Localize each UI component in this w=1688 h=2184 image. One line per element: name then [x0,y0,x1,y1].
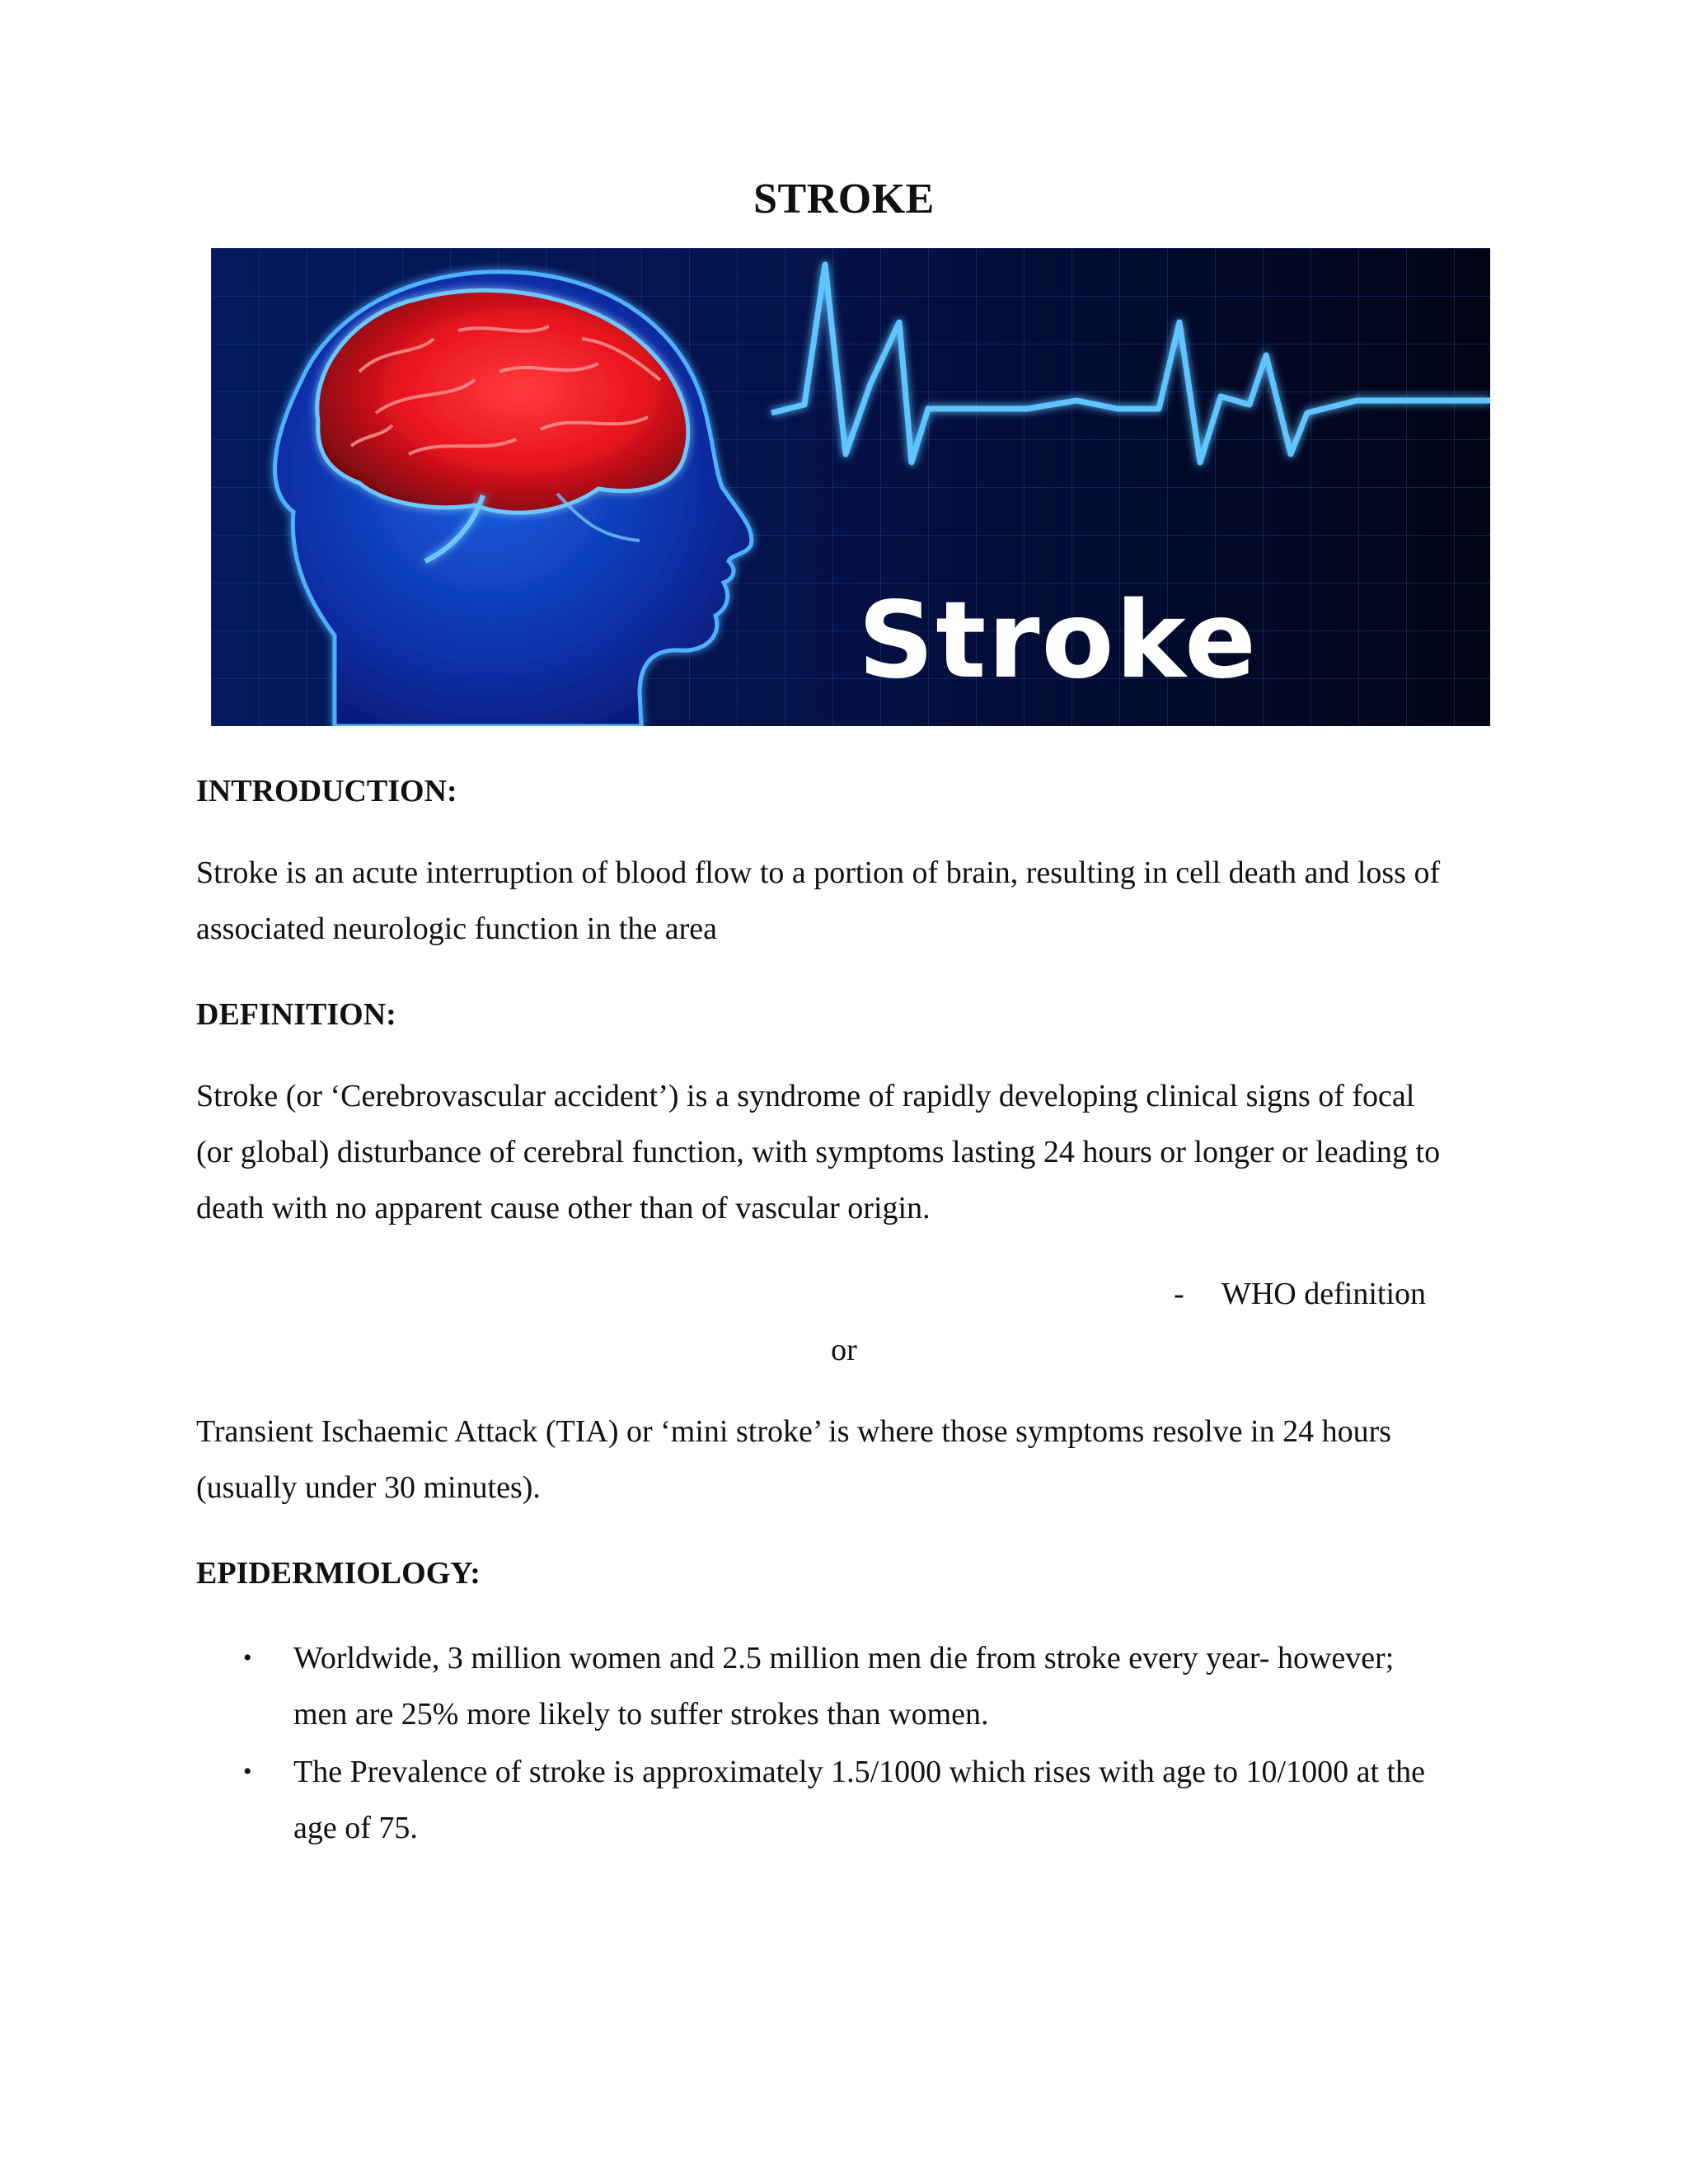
stroke-illustration [211,248,1490,726]
who-attribution [1174,1273,1426,1315]
introduction-paragraph [196,845,1498,957]
definition-heading: DEFINITION: [196,997,396,1032]
epidemiology-list [196,1630,1515,1858]
bullet-line: age of 75. [293,1811,418,1845]
definition-paragraph [196,1068,1498,1236]
list-item [196,1630,1515,1742]
bullet-icon: • [243,1758,252,1785]
attribution-text: WHO definition [1221,1277,1427,1311]
tia-paragraph [196,1404,1498,1516]
definition-line: (or global) disturbance of cerebral function, with symptoms lasting 24 hours or longer or leading to [196,1135,1441,1169]
introduction-line: Stroke is an acute interruption of blood flow to a portion of brain, resulting in cell death and loss of [196,855,1441,890]
introduction-heading: INTRODUCTION: [196,774,457,808]
bullet-line: Worldwide, 3 million women and 2.5 million men die from stroke every year- however; [293,1641,1395,1675]
tia-line: Transient Ischaemic Attack (TIA) or ‘mini stroke’ is where those symptoms resolve in 24 hours [196,1414,1392,1449]
list-item [196,1744,1515,1856]
banner-overlay-text: Stroke [858,579,1258,702]
epidemiology-heading: EPIDERMIOLOGY: [196,1556,481,1591]
attribution-dash: - [1174,1277,1184,1311]
tia-line: (usually under 30 minutes). [196,1470,541,1505]
bullet-line: The Prevalence of stroke is approximately 1.5/1000 which rises with age to 10/1000 at the [293,1755,1425,1789]
or-separator: or [831,1333,857,1367]
definition-line: Stroke (or ‘Cerebrovascular accident’) is a syndrome of rapidly developing clinical signs of focal [196,1079,1415,1113]
bullet-line: men are 25% more likely to suffer strokes than women. [293,1697,989,1732]
definition-line: death with no apparent cause other than of vascular origin. [196,1191,931,1226]
bullet-icon: • [243,1644,252,1671]
page-title: STROKE [753,176,935,223]
introduction-line: associated neurologic function in the area [196,912,718,946]
stroke-banner-image [211,248,1490,726]
